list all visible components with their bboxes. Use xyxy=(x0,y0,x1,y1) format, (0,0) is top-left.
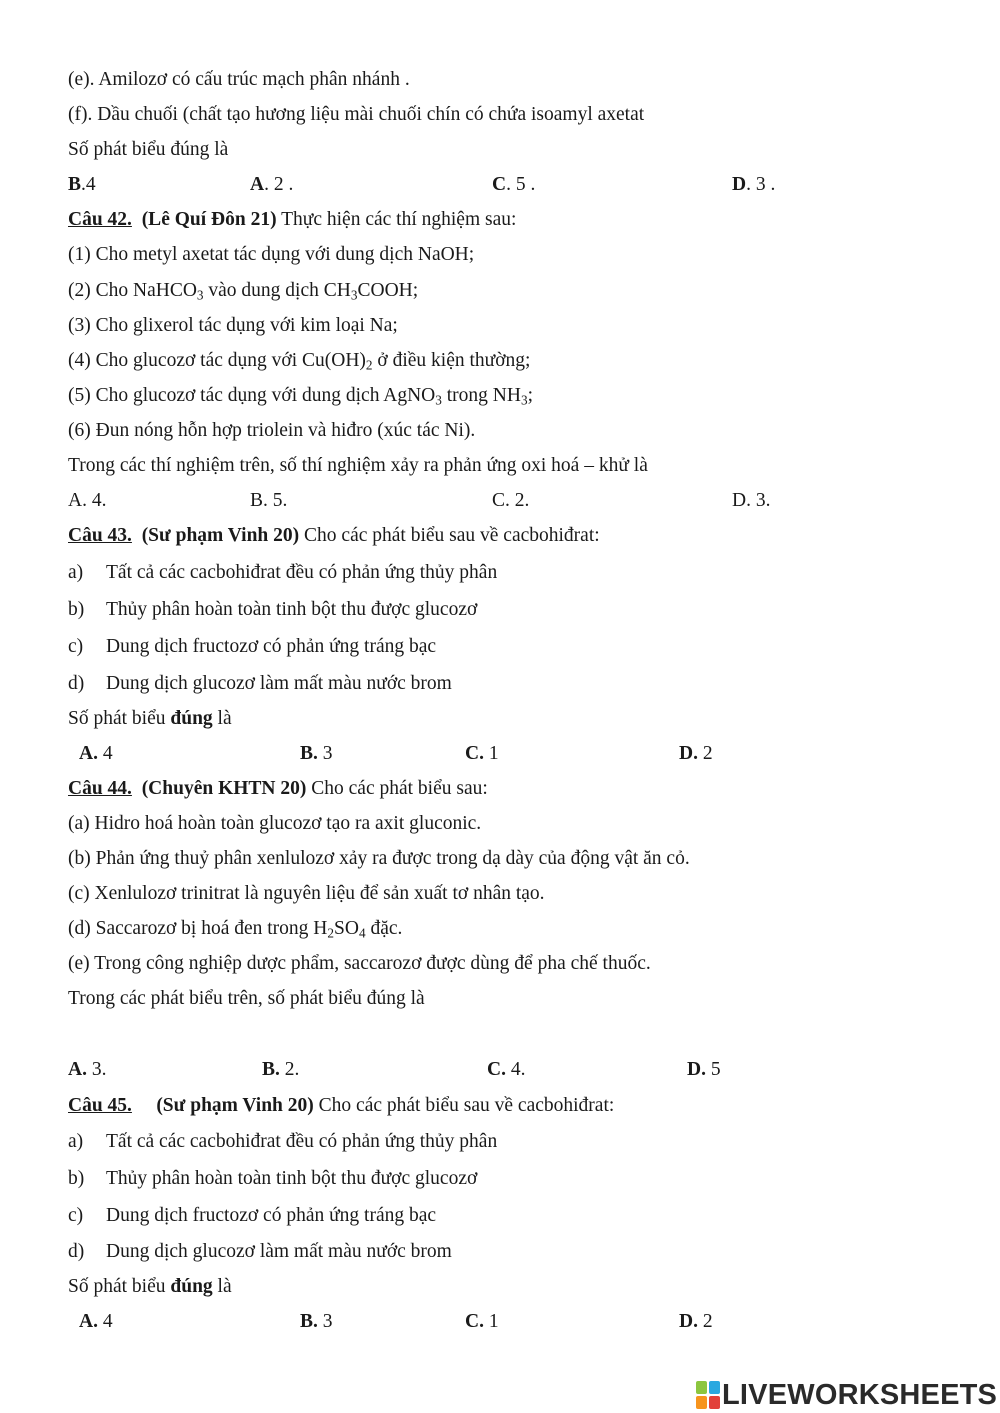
question-label: Câu 45. xyxy=(68,1095,132,1116)
statement-a: a) Tất cả các cacbohiđrat đều có phản ứng thủy phân xyxy=(68,562,498,583)
statement-b: (b) Phản ứng thuỷ phân xenlulozơ xảy ra được trong dạ dày của động vật ăn cỏ. xyxy=(68,848,690,869)
question-source: (Chuyên KHTN 20) xyxy=(141,778,307,799)
statement-d: d) Dung dịch glucozơ làm mất màu nước brom xyxy=(68,673,452,694)
question-source: (Lê Quí Đôn 21) xyxy=(141,209,277,230)
experiment-4: (4) Cho glucozơ tác dụng với $Cu(OH)_2$ ở điều kiện thường; xyxy=(68,350,531,373)
option-b[interactable]: B. 5. xyxy=(250,490,288,511)
statement-b: b) Thủy phân hoàn toàn tinh bột thu được glucozơ xyxy=(68,1168,478,1189)
statement-c: c) Dung dịch fructozơ có phản ứng tráng bạc xyxy=(68,1205,437,1226)
statement-f: (f). Dầu chuối (chất tạo hương liệu mài chuối chín có chứa isoamyl axetat xyxy=(68,104,645,125)
statement-e: (e). Amilozơ có cấu trúc mạch phân nhánh . xyxy=(68,69,410,90)
statement-d: (d) Saccarozơ bị hoá đen trong $H_2SO_4$ đặc. xyxy=(68,918,403,941)
question-label: Câu 44. xyxy=(68,778,132,799)
option-a[interactable]: A. 4 xyxy=(79,1311,113,1332)
question-43-header: Câu 43. (Sư phạm Vinh 20) Cho các phát biểu sau về cacbohiđrat: xyxy=(68,525,600,546)
statement-c: c) Dung dịch fructozơ có phản ứng tráng bạc xyxy=(68,636,437,657)
option-c[interactable]: C. 1 xyxy=(465,743,499,764)
option-c[interactable]: C. 4. xyxy=(487,1059,526,1080)
question-stem: Trong các phát biểu trên, số phát biểu đúng là xyxy=(68,988,425,1009)
option-d[interactable]: D. 5 xyxy=(687,1059,721,1080)
statement-c: (c) Xenlulozơ trinitrat là nguyên liệu để sản xuất tơ nhân tạo. xyxy=(68,883,545,904)
experiment-1: (1) Cho metyl axetat tác dụng với dung dịch NaOH; xyxy=(68,244,475,265)
question-source: (Sư phạm Vinh 20) xyxy=(141,525,300,546)
option-a[interactable]: A. 4 xyxy=(79,743,113,764)
option-b[interactable]: B.4 xyxy=(68,174,96,195)
experiment-2: (2) Cho NaHCO$_3$ vào dung dịch $CH_3COOH$; xyxy=(68,280,419,303)
liveworksheets-logo-icon xyxy=(696,1381,720,1409)
experiment-3: (3) Cho glixerol tác dụng với kim loại Na; xyxy=(68,315,398,336)
option-c[interactable]: C. 2. xyxy=(492,490,530,511)
question-stem: Trong các thí nghiệm trên, số thí nghiệm xảy ra phản ứng oxi hoá – khử là xyxy=(68,455,648,476)
option-c[interactable]: C. 5 . xyxy=(492,174,536,195)
option-b[interactable]: B. 3 xyxy=(300,1311,333,1332)
question-stem: Số phát biểu đúng là xyxy=(68,139,229,160)
option-a[interactable]: A. 3. xyxy=(68,1059,107,1080)
statement-e: (e) Trong công nghiệp dược phẩm, saccarozơ được dùng để pha chế thuốc. xyxy=(68,953,651,974)
experiment-5: (5) Cho glucozơ tác dụng với dung dịch AgNO$_3$ trong $NH_3$; xyxy=(68,385,533,408)
question-42-header: Câu 42. (Lê Quí Đôn 21) Thực hiện các thí nghiệm sau: xyxy=(68,209,517,230)
option-a[interactable]: A. 2 . xyxy=(250,174,294,195)
question-45-header: Câu 45. (Sư phạm Vinh 20) Cho các phát biểu sau về cacbohiđrat: xyxy=(68,1095,615,1116)
option-b[interactable]: B. 2. xyxy=(262,1059,300,1080)
statement-a: a) Tất cả các cacbohiđrat đều có phản ứng thủy phân xyxy=(68,1131,498,1152)
option-b[interactable]: B. 3 xyxy=(300,743,333,764)
option-d[interactable]: D. 3. xyxy=(732,490,771,511)
option-a[interactable]: A. 4. xyxy=(68,490,107,511)
option-d[interactable]: D. 2 xyxy=(679,1311,713,1332)
statement-d: d) Dung dịch glucozơ làm mất màu nước brom xyxy=(68,1241,452,1262)
question-source: (Sư phạm Vinh 20) xyxy=(156,1095,314,1116)
experiment-6: (6) Đun nóng hỗn hợp triolein và hiđro (xúc tác Ni). xyxy=(68,420,476,441)
option-c[interactable]: C. 1 xyxy=(465,1311,499,1332)
logo-text: LIVEWORKSHEETS xyxy=(722,1378,998,1411)
question-stem: Số phát biểu đúng là xyxy=(68,708,232,729)
option-d[interactable]: D. 2 xyxy=(679,743,713,764)
statement-a: (a) Hidro hoá hoàn toàn glucozơ tạo ra axit gluconic. xyxy=(68,813,482,834)
question-stem: Số phát biểu đúng là xyxy=(68,1276,232,1297)
question-label: Câu 42. xyxy=(68,209,132,230)
question-44-header: Câu 44. (Chuyên KHTN 20) Cho các phát biểu sau: xyxy=(68,778,488,799)
question-label: Câu 43. xyxy=(68,525,132,546)
liveworksheets-logo[interactable] xyxy=(696,1378,997,1412)
statement-b: b) Thủy phân hoàn toàn tinh bột thu được glucozơ xyxy=(68,599,478,620)
option-d[interactable]: D. 3 . xyxy=(732,174,776,195)
